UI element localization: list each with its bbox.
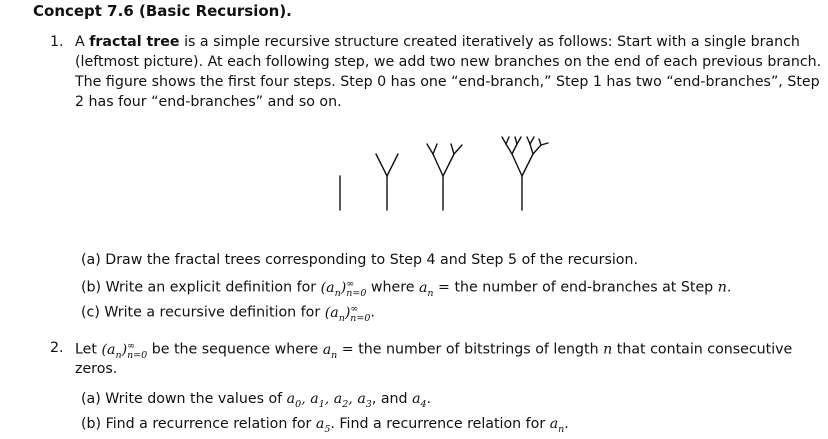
problem-1-line-2: (leftmost picture). At each following step, we add two new branches on the end of each previous branch.	[75, 54, 822, 70]
term-fractal-tree: fractal tree	[89, 34, 180, 50]
tree-step-1	[376, 154, 398, 210]
problem-1-number: 1.	[50, 34, 64, 50]
tree-step-3	[502, 137, 548, 210]
problem-2-line-1: Let $(a_n)^\infty_{n=0}$ be the sequence where $a_n$ = the number of bitstrings of length n that contain consecutive	[75, 340, 793, 361]
problem-1-part-c: (c) Write a recursive definition for $(a_n)^\infty_{n=0}$.	[81, 303, 375, 324]
problem-1-line-1	[75, 34, 800, 50]
problem-2-line-2: zeros.	[75, 361, 118, 377]
fractal-tree-figure	[325, 124, 570, 214]
problem-2-number: 2.	[50, 340, 64, 356]
problem-2-part-a: (a) Write down the values of $a_0$, $a_1$, $a_2$, $a_3$, and $a_4$.	[81, 391, 432, 410]
problem-1-part-b: (b) Write an explicit definition for $(a_n)^\infty_{n=0}$ where $a_n$ = the number of end-branches at Step n.	[81, 278, 732, 299]
problem-2-part-b: (b) Find a recurrence relation for $a_5$. Find a recurrence relation for $a_n$.	[81, 416, 569, 435]
problem-1-line-4: 2 has four “end-branches” and so on.	[75, 94, 342, 110]
concept-heading: Concept 7.6 (Basic Recursion).	[33, 2, 292, 20]
problem-1-line-3: The figure shows the first four steps. Step 0 has one “end-branch,” Step 1 has two “end-branches”, Step	[75, 74, 820, 90]
tree-step-2	[427, 144, 462, 210]
p1-l1-a: A	[75, 34, 90, 50]
problem-1-part-a: (a) Draw the fractal trees corresponding to Step 4 and Step 5 of the recursion.	[81, 252, 638, 268]
p1-l1-c: is a simple recursive structure created iteratively as follows: Start with a single branch	[179, 34, 800, 50]
